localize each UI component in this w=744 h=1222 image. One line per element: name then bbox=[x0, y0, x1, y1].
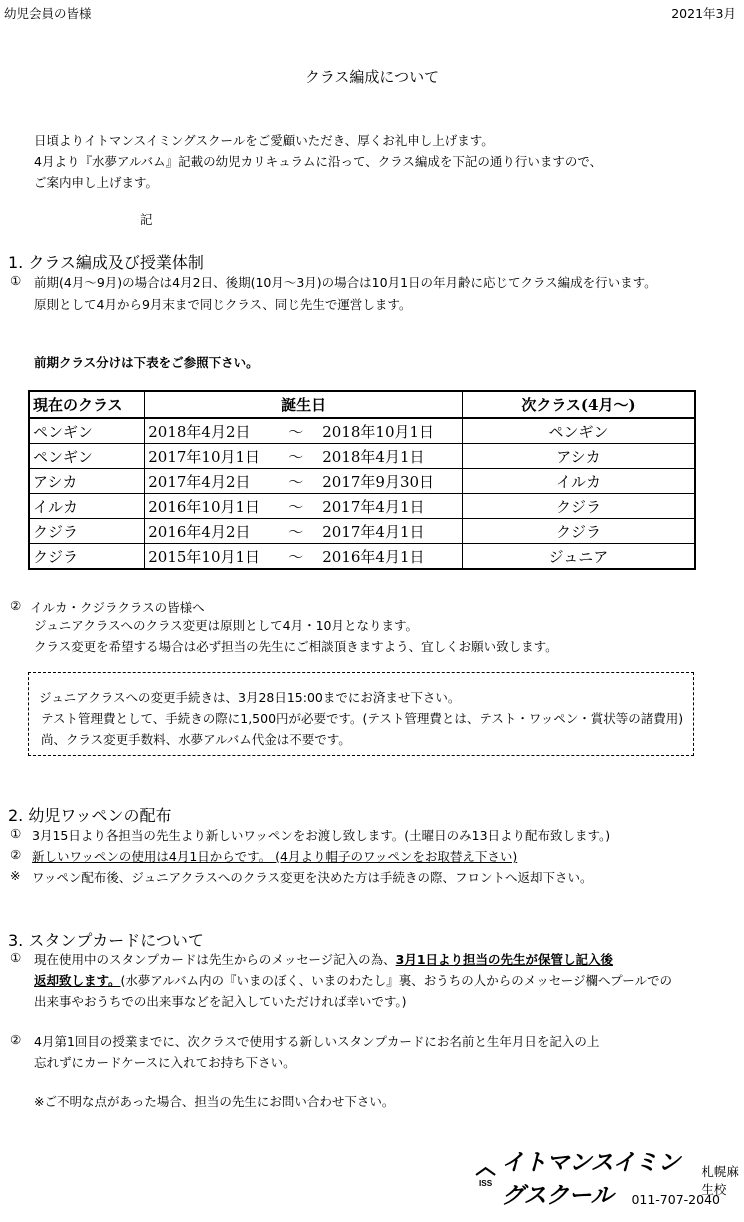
section1-item1-line1: 前期(4月～9月)の場合は4月2日、後期(10月～3月)の場合は10月1日の年月齢に応じてクラス編成を行います。 bbox=[34, 275, 657, 290]
section3-item2-marker: ② bbox=[10, 1032, 22, 1047]
section2-item3-marker: ※ bbox=[10, 868, 21, 883]
class-table bbox=[28, 390, 696, 570]
birthday-to: 2017年4月1日 bbox=[322, 522, 425, 541]
section1-item1-line2: 原則として4月から9月末まで同じクラス、同じ先生で運営します。 bbox=[34, 297, 412, 312]
section2-item1-marker: ① bbox=[10, 826, 22, 841]
section1-item2-title: イルカ・クジラクラスの皆様へ bbox=[30, 600, 205, 615]
current-class-cell: イルカ bbox=[29, 494, 145, 519]
birthday-cell bbox=[145, 418, 463, 444]
section3-item2-line1: 4月第1回目の授業までに、次クラスで使用する新しいスタンプカードにお名前と生年月日を記入の上 bbox=[34, 1034, 600, 1049]
intro-line-3: ご案内申し上げます。 bbox=[34, 175, 159, 190]
branch-name: 札幌麻生校 bbox=[701, 1164, 739, 1197]
current-class-cell: ペンギン bbox=[29, 418, 145, 444]
birthday-separator: ～ bbox=[288, 447, 304, 466]
section2-item2-marker: ② bbox=[10, 847, 22, 862]
table-row bbox=[29, 519, 695, 544]
logo-mark-text: ISS bbox=[479, 1178, 493, 1188]
birthday-to: 2018年4月1日 bbox=[322, 447, 425, 466]
intro-line-1: 日頃よりイトマンスイミングスクールをご愛顧いただき、厚くお礼申し上げます。 bbox=[34, 133, 494, 148]
next-class-cell: アシカ bbox=[462, 444, 695, 469]
table-header-row bbox=[29, 391, 695, 418]
current-class-cell: アシカ bbox=[29, 469, 145, 494]
notice-line-3: 尚、クラス変更手数料、水夢アルバム代金は不要です。 bbox=[41, 732, 351, 747]
current-class-cell: クジラ bbox=[29, 519, 145, 544]
birthday-separator: ～ bbox=[288, 522, 304, 541]
section3-item1-emphasis-2: 返却致します。 bbox=[34, 973, 121, 988]
birthday-separator: ～ bbox=[288, 422, 304, 441]
section3-item1-text-2: (水夢アルバム内の『いまのぼく、いまのわたし』裏、おうちの人からのメッセージ欄へプールでの bbox=[120, 973, 673, 988]
birthday-separator: ～ bbox=[288, 472, 304, 491]
birthday-to: 2018年10月1日 bbox=[322, 422, 435, 441]
section1-item1-marker: ① bbox=[10, 273, 22, 288]
notice-box bbox=[28, 672, 694, 756]
current-class-cell: クジラ bbox=[29, 544, 145, 570]
section3-item1-text: 現在使用中のスタンプカードは先生からのメッセージ記入の為、 bbox=[34, 952, 396, 967]
birthday-from: 2017年4月2日 bbox=[148, 472, 251, 491]
notice-line-2: テスト管理費として、手続きの際に1,500円が必要です。(テスト管理費とは、テスト・ワッペン・賞状等の諸費用) bbox=[41, 711, 684, 726]
section2-heading: 2. 幼児ワッペンの配布 bbox=[8, 806, 172, 825]
birthday-cell bbox=[145, 444, 463, 469]
table-row bbox=[29, 444, 695, 469]
inquiry-note: ※ご不明な点があった場合、担当の先生にお問い合わせ下さい。 bbox=[34, 1094, 395, 1109]
section2-item3-text: ワッペン配布後、ジュニアクラスへのクラス変更を決めた方は手続きの際、フロントへ返却下さい。 bbox=[32, 870, 593, 885]
table-row bbox=[29, 494, 695, 519]
birthday-separator: ～ bbox=[288, 547, 304, 566]
section1-item2-line2: クラス変更を希望する場合は必ず担当の先生にご相談頂きますよう、宜しくお願い致します。 bbox=[34, 639, 558, 654]
ki-mark: 記 bbox=[140, 212, 153, 227]
next-class-cell: クジラ bbox=[462, 519, 695, 544]
table-row bbox=[29, 469, 695, 494]
section3-item1-line3: 出来事やおうちでの出来事などを記入していただければ幸いです。) bbox=[34, 994, 407, 1009]
next-class-cell: イルカ bbox=[462, 469, 695, 494]
birthday-from: 2016年4月2日 bbox=[148, 522, 251, 541]
next-class-cell: ジュニア bbox=[462, 544, 695, 570]
header-birthday: 誕生日 bbox=[145, 391, 463, 418]
section3-item1-emphasis: 3月1日より担当の先生が保管し記入後 bbox=[395, 952, 614, 967]
addressee: 幼児会員の皆様 bbox=[4, 6, 92, 21]
section2-item1-text: 3月15日より各担当の先生より新しいワッペンをお渡し致します。(土曜日のみ13日より配布致します。) bbox=[32, 828, 611, 843]
section3-item1-marker: ① bbox=[10, 950, 22, 965]
header-next-class: 次クラス(4月～) bbox=[462, 391, 695, 418]
birthday-separator: ～ bbox=[288, 497, 304, 516]
table-caption: 前期クラス分けは下表をご参照下さい。 bbox=[34, 355, 259, 370]
section3-item1-line1 bbox=[34, 950, 613, 968]
table-row bbox=[29, 544, 695, 570]
current-class-cell: ペンギン bbox=[29, 444, 145, 469]
header-current-class: 現在のクラス bbox=[29, 391, 145, 418]
birthday-cell bbox=[145, 519, 463, 544]
next-class-cell: クジラ bbox=[462, 494, 695, 519]
section1-item2-marker: ② bbox=[10, 598, 22, 613]
next-class-cell: ペンギン bbox=[462, 418, 695, 444]
section3-heading: 3. スタンプカードについて bbox=[8, 931, 204, 950]
logo-text: イトマンスイミングスクール bbox=[501, 1150, 681, 1209]
iss-logo-icon bbox=[474, 1162, 497, 1192]
birthday-to: 2017年9月30日 bbox=[322, 472, 435, 491]
birthday-from: 2015年10月1日 bbox=[148, 547, 261, 566]
birthday-from: 2018年4月2日 bbox=[148, 422, 251, 441]
document-date: 2021年3月 bbox=[671, 6, 736, 21]
section2-item2-text: 新しいワッペンの使用は4月1日からです。 (4月より帽子のワッペンをお取替え下さい) bbox=[32, 849, 518, 864]
phone-number: 011-707-2040 bbox=[631, 1192, 720, 1207]
birthday-from: 2016年10月1日 bbox=[148, 497, 261, 516]
table-row bbox=[29, 418, 695, 444]
birthday-cell bbox=[145, 544, 463, 570]
section1-item2-line1: ジュニアクラスへのクラス変更は原則として4月・10月となります。 bbox=[34, 618, 418, 633]
section3-item1-line2 bbox=[34, 971, 672, 989]
document-title: クラス編成について bbox=[304, 68, 440, 86]
birthday-cell bbox=[145, 494, 463, 519]
section1-heading: 1. クラス編成及び授業体制 bbox=[8, 253, 204, 272]
birthday-to: 2017年4月1日 bbox=[322, 497, 425, 516]
notice-line-1: ジュニアクラスへの変更手続きは、3月28日15:00までにお済ませ下さい。 bbox=[39, 690, 461, 705]
birthday-cell bbox=[145, 469, 463, 494]
intro-line-2: 4月より『水夢アルバム』記載の幼児カリキュラムに沿って、クラス編成を下記の通り行いますので、 bbox=[34, 154, 603, 169]
birthday-from: 2017年10月1日 bbox=[148, 447, 261, 466]
birthday-to: 2016年4月1日 bbox=[322, 547, 425, 566]
section3-item2-line2: 忘れずにカードケースに入れてお持ち下さい。 bbox=[34, 1055, 296, 1070]
